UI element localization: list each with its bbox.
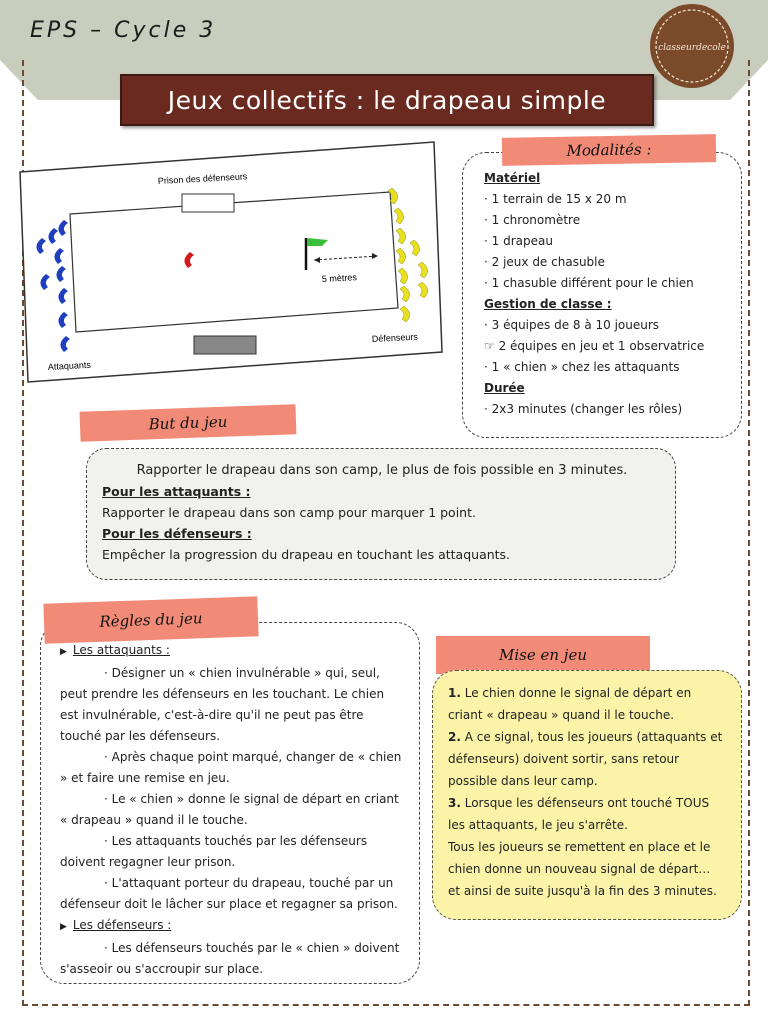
triangle-bullet-icon: ▶ [60,647,67,657]
materiel-item: · 1 chronomètre [484,213,581,227]
regles-attaquants-heading: Les attaquants : [72,643,170,657]
duree-heading: Durée [484,381,525,395]
but-defenseurs-text: Empêcher la progression du drapeau en touchant les attaquants. [102,547,511,562]
mise-tab: Mise en jeu [436,636,650,674]
materiel-heading: Matériel [484,171,541,185]
but-attaquants-heading: Pour les attaquants : [102,484,251,499]
but-defenseurs-heading: Pour les défenseurs : [102,526,252,541]
regles-item: · Les défenseurs touchés par le « chien » doivent s'asseoir ou s'accroupir sur place. [60,941,400,976]
materiel-item: · 2 jeux de chasuble [484,255,605,269]
regles-item: · Après chaque point marqué, changer de « chien » et faire une remise en jeu. [60,750,402,785]
prison-label: Prison des défenseurs [157,171,248,186]
regles-tab: Règles du jeu [43,596,258,643]
svg-text:classeurdecole: classeurdecole [658,43,726,53]
gestion-item: ☞ 2 équipes en jeu et 1 observatrice [484,339,705,353]
regles-item: · Les attaquants touchés par les défenseurs doivent regagner leur prison. [60,834,368,869]
materiel-item: · 1 terrain de 15 x 20 m [484,192,627,206]
triangle-bullet-icon: ▶ [60,922,67,932]
but-content [102,460,662,565]
logo-seal [648,2,736,90]
mise-content [448,682,724,902]
distance-label: 5 mètres [321,272,358,284]
attackers-label: Attaquants [47,359,92,372]
mise-item: 2. A ce signal, tous les joueurs (attaquants et défenseurs) doivent sortir, sans retour possible dans leur camp. [448,730,723,788]
regles-content [60,640,404,980]
field-diagram [14,140,446,388]
duree-item: · 2x3 minutes (changer les rôles) [484,402,683,416]
modalites-tab: Modalités : [502,134,716,166]
gestion-item: · 3 équipes de 8 à 10 joueurs [484,318,660,332]
gestion-heading: Gestion de classe : [484,297,612,311]
regles-item: · Le « chien » donne le signal de départ en criant « drapeau » quand il le touche. [60,792,399,827]
but-tab: But du jeu [80,404,297,442]
materiel-item: · 1 chasuble différent pour le chien [484,276,694,290]
regles-item: · L'attaquant porteur du drapeau, touché par un défenseur doit le lâcher sur place et regagner sa prison. [60,876,398,911]
title-banner [120,74,654,126]
mise-item: 1. Le chien donne le signal de départ en criant « drapeau » quand il le touche. [448,686,692,722]
mise-item: 3. Lorsque les défenseurs ont touché TOUS les attaquants, le jeu s'arrête. [448,796,710,832]
modalites-list [484,168,738,420]
header-text: EPS – Cycle 3 [30,18,217,43]
defenders-label: Défenseurs [371,331,419,344]
page-title: Jeux collectifs : le drapeau simple [167,85,607,115]
mise-item: Tous les joueurs se remettent en place et le chien donne un nouveau signal de départ… et ainsi de suite jusqu'à la fin des 3 minutes. [448,840,717,898]
regles-defenseurs-heading: Les défenseurs : [72,918,172,932]
but-attaquants-text: Rapporter le drapeau dans son camp pour marquer 1 point. [102,505,476,520]
regles-item: · Désigner un « chien invulnérable » qui, seul, peut prendre les défenseurs en les touchant. Le chien est invulnérable, c'est-à-dire qu'il ne peut pas être touché par les défenseurs. [60,666,385,743]
materiel-item: · 1 drapeau [484,234,553,248]
gestion-item: · 1 « chien » chez les attaquants [484,360,680,374]
but-main: Rapporter le drapeau dans son camp, le plus de fois possible en 3 minutes. [136,463,628,478]
